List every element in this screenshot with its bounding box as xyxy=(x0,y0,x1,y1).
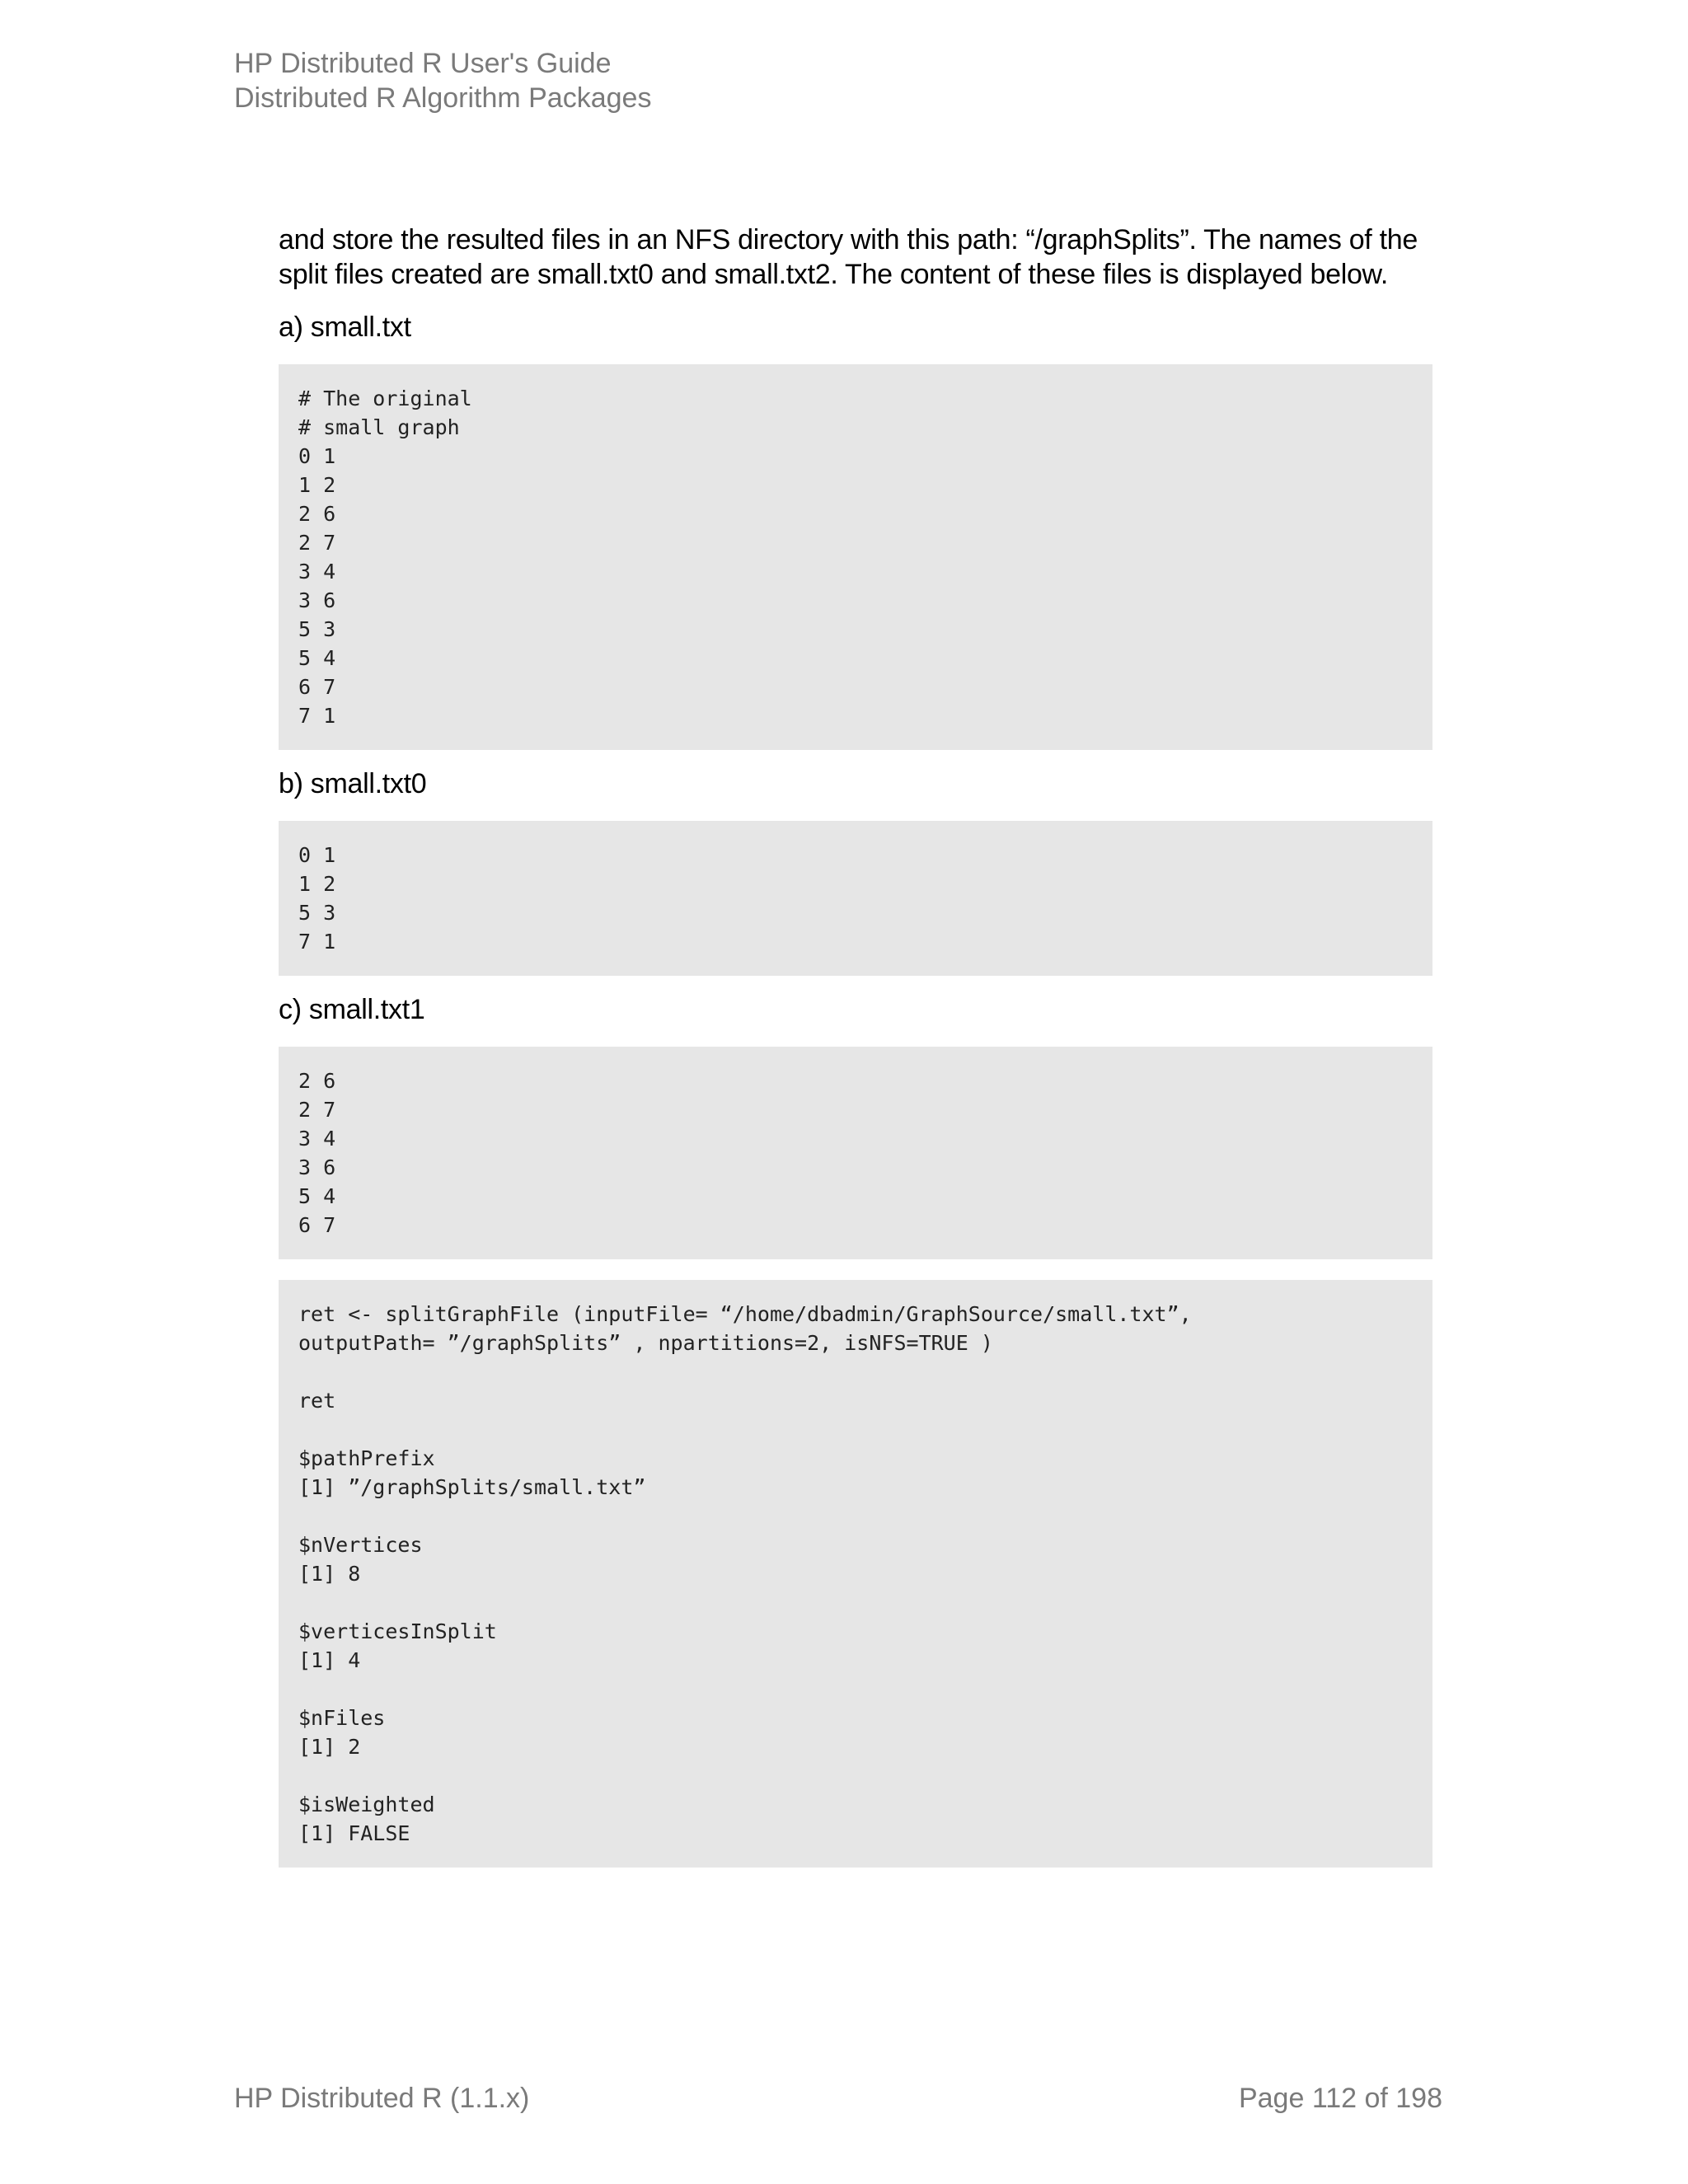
code-line: 6 7 xyxy=(298,675,336,699)
section-label-small-txt1: c) small.txt1 xyxy=(279,994,425,1025)
code-line: 3 6 xyxy=(298,588,336,612)
code-line: 0 1 xyxy=(298,843,336,867)
code-line xyxy=(298,1415,1413,1444)
code-line xyxy=(298,1588,1413,1617)
code-line: 1 2 xyxy=(298,473,336,497)
code-line: 2 7 xyxy=(298,531,336,555)
code-line: 7 1 xyxy=(298,930,336,954)
code-line: # small graph xyxy=(298,415,460,439)
intro-paragraph: and store the resulted files in an NFS directory with this path: “/graphSplits”. The names of the split files created are small.txt0 and small.txt2. The content of these files is displayed below. xyxy=(279,224,1418,290)
code-block-small-txt1 xyxy=(279,1047,1432,1259)
code-line: [1] FALSE xyxy=(298,1821,410,1845)
footer-product-version: HP Distributed R (1.1.x) xyxy=(234,2083,530,2114)
code-line: 5 3 xyxy=(298,617,336,641)
code-line: $nFiles xyxy=(298,1706,386,1730)
code-line: 3 4 xyxy=(298,560,336,583)
running-header xyxy=(234,46,651,115)
code-line: $nVertices xyxy=(298,1533,423,1557)
code-line: 5 3 xyxy=(298,901,336,925)
code-line: [1] 8 xyxy=(298,1562,361,1586)
code-line xyxy=(298,1675,1413,1704)
code-line: 2 7 xyxy=(298,1098,336,1122)
code-block-small-txt xyxy=(279,364,1432,750)
page-content xyxy=(279,223,1432,1868)
section-label-small-txt0: b) small.txt0 xyxy=(279,768,427,799)
code-line: 5 4 xyxy=(298,646,336,670)
code-line: 2 6 xyxy=(298,502,336,526)
code-line: ret xyxy=(298,1389,336,1413)
code-line: $verticesInSplit xyxy=(298,1619,497,1643)
footer-page-number: Page 112 of 198 xyxy=(1238,2083,1442,2114)
code-line: 6 7 xyxy=(298,1213,336,1237)
code-line: $pathPrefix xyxy=(298,1446,435,1470)
code-line xyxy=(298,1761,1413,1790)
code-line: [1] 2 xyxy=(298,1735,361,1759)
code-block-split-graph-file xyxy=(279,1280,1432,1868)
code-line: $isWeighted xyxy=(298,1793,435,1816)
code-line: 5 4 xyxy=(298,1184,336,1208)
code-line: 7 1 xyxy=(298,704,336,728)
code-line: ret <- splitGraphFile (inputFile= “/home/dbadmin/GraphSource/small.txt”, xyxy=(298,1302,1192,1326)
header-document-title: HP Distributed R User's Guide xyxy=(234,48,612,79)
code-line: 1 2 xyxy=(298,872,336,896)
code-line: [1] 4 xyxy=(298,1648,361,1672)
code-line: [1] ”/graphSplits/small.txt” xyxy=(298,1475,646,1499)
code-line: 0 1 xyxy=(298,444,336,468)
code-line: outputPath= ”/graphSplits” , npartitions=2, isNFS=TRUE ) xyxy=(298,1331,993,1355)
code-line xyxy=(298,1502,1413,1530)
header-chapter-title: Distributed R Algorithm Packages xyxy=(234,82,652,114)
code-line: # The original xyxy=(298,387,472,410)
code-line: 2 6 xyxy=(298,1069,336,1093)
code-line: 3 6 xyxy=(298,1155,336,1179)
code-line xyxy=(298,1357,1413,1386)
code-line: 3 4 xyxy=(298,1127,336,1151)
section-label-small-txt: a) small.txt xyxy=(279,312,411,343)
code-block-small-txt0 xyxy=(279,821,1432,976)
